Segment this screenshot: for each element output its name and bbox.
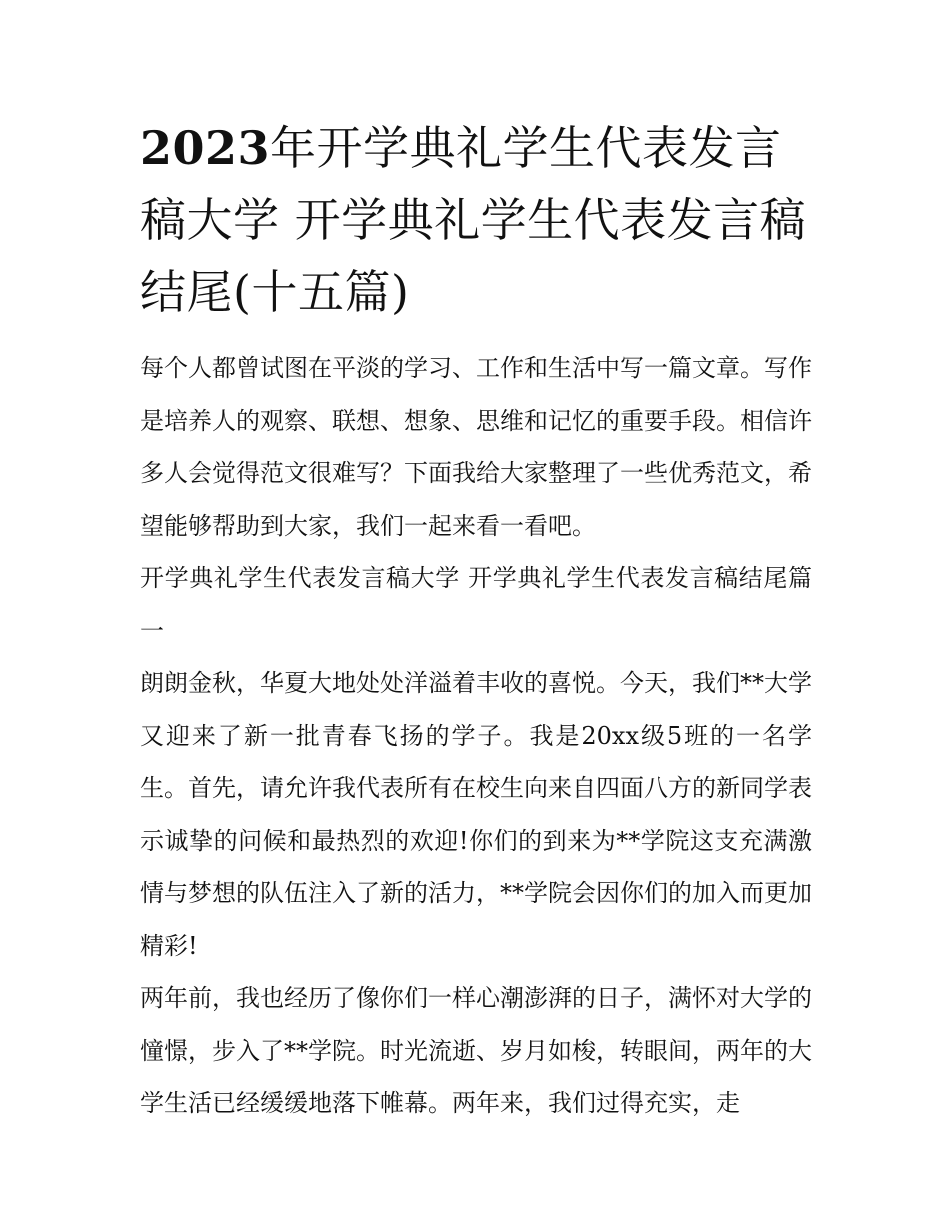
document-title	[140, 112, 812, 328]
document-body	[140, 342, 812, 1130]
intro-paragraph: 每个人都曾试图在平淡的学习、工作和生活中写一篇文章。写作是培养人的观察、联想、想象、思维和记忆的重要手段。相信许多人会觉得范文很难写？下面我给大家整理了一些优秀范文，希望能够帮助到大家，我们一起来看一看吧。	[140, 354, 812, 540]
document-page	[140, 112, 812, 1130]
title-year: 2023	[140, 121, 271, 175]
section-heading: 开学典礼学生代表发言稿大学 开学典礼学生代表发言稿结尾篇一	[140, 564, 812, 645]
body-paragraph: 朗朗金秋，华夏大地处处洋溢着丰收的喜悦。今天，我们**大学又迎来了新一批青春飞扬的学子。我是20xx级5班的一名学生。首先，请允许我代表所有在校生向来自四面八方的新同学表示诚挚的问候和最热烈的欢迎!你们的到来为**学院这支充满激情与梦想的队伍注入了新的活力，**学院会因你们的加入而更加精彩!	[140, 669, 812, 960]
title-text: 年开学典礼学生代表发言稿大学 开学典礼学生代表发言稿结尾(十五篇)	[140, 121, 807, 319]
body-paragraph: 两年前，我也经历了像你们一样心潮澎湃的日子，满怀对大学的憧憬，步入了**学院。时光流逝、岁月如梭，转眼间，两年的大学生活已经缓缓地落下帷幕。两年来，我们过得充实，走	[140, 984, 812, 1117]
